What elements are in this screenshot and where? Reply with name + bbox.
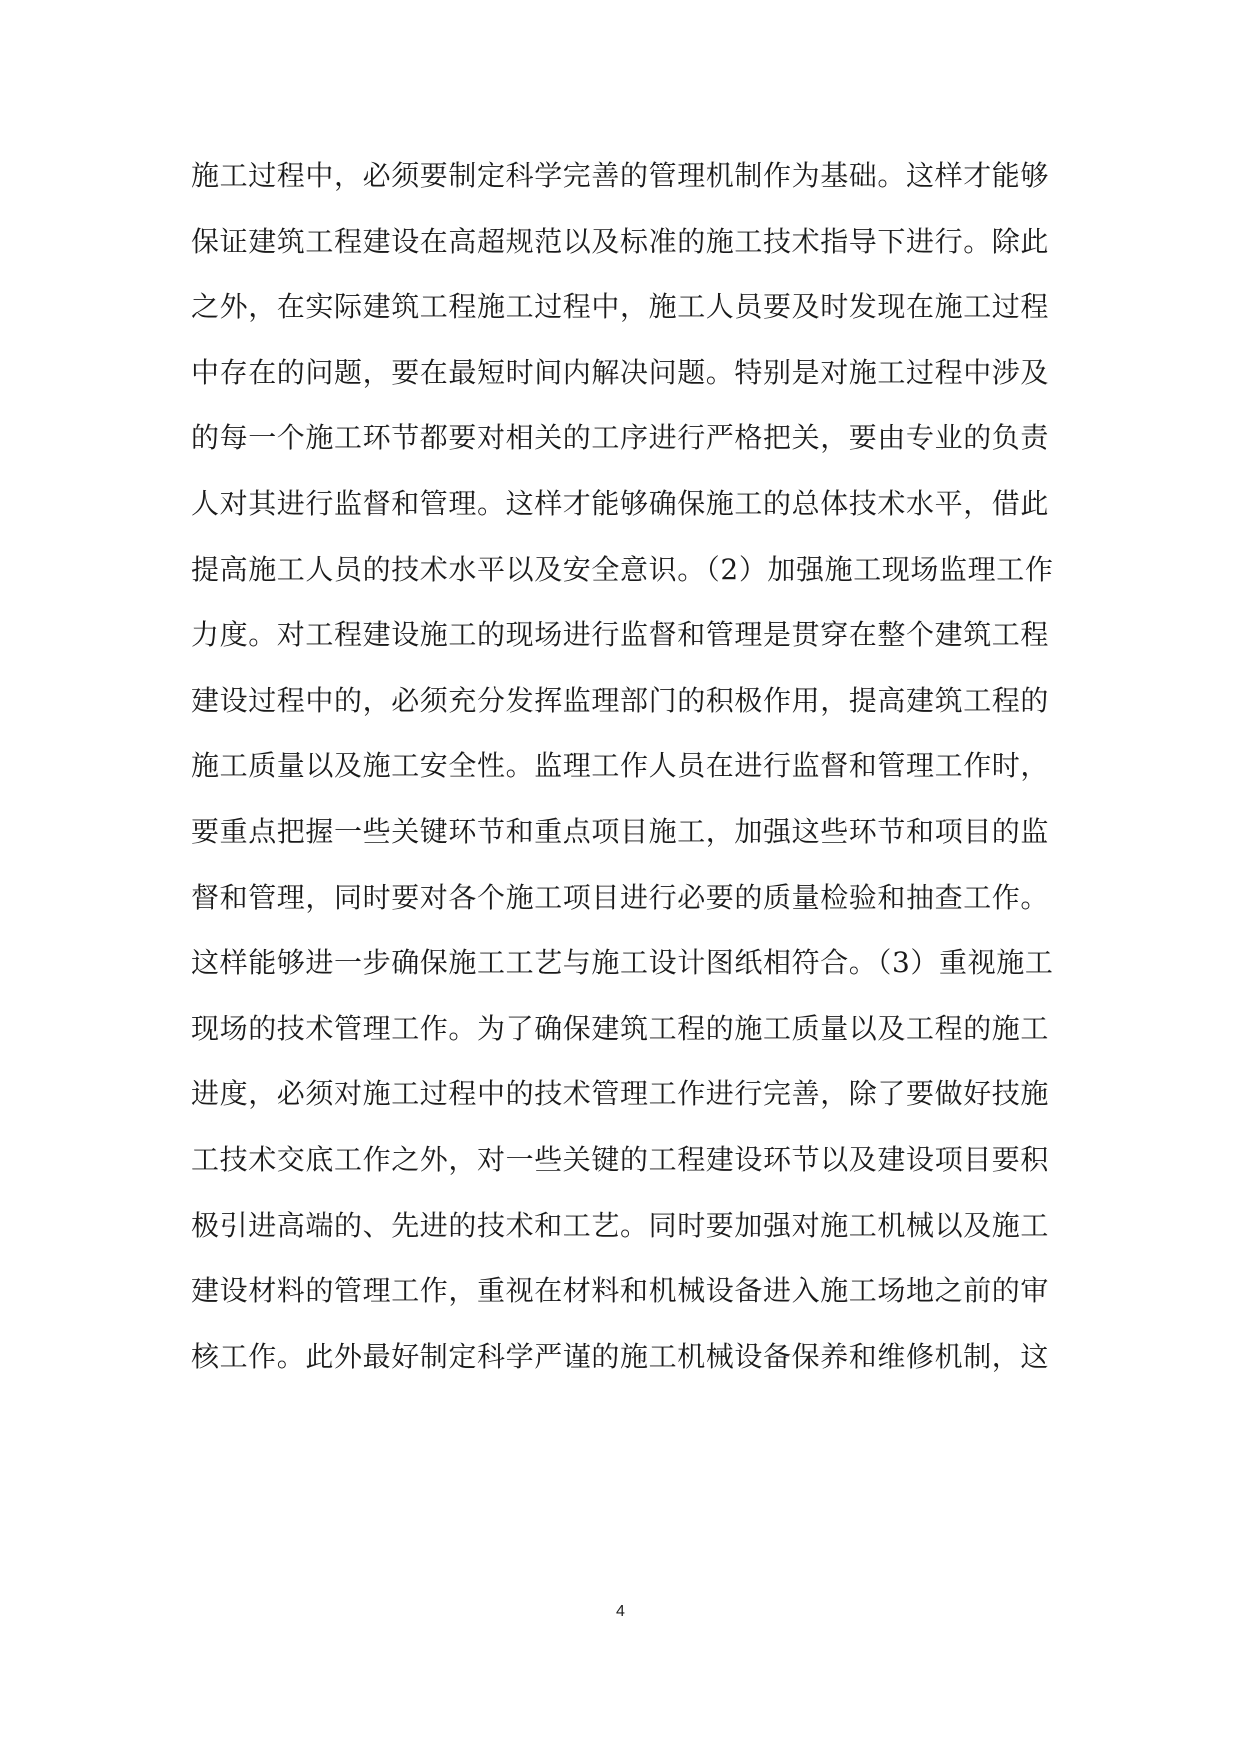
text-line: 中存在的问题，要在最短时间内解决问题。特别是对施工过程中涉及 [191,355,1050,389]
text-line: 要重点把握一些关键环节和重点项目施工，加强这些环节和项目的监 [191,814,1050,848]
text-line: 力度。对工程建设施工的现场进行监督和管理是贯穿在整个建筑工程 [191,618,1050,652]
text-line: 人对其进行监督和管理。这样才能够确保施工的总体技术水平，借此 [191,486,1050,520]
text-line: 进度，必须对施工过程中的技术管理工作进行完善，除了要做好技施 [191,1077,1050,1111]
text-line: 保证建筑工程建设在高超规范以及标准的施工技术指导下进行。除此 [191,224,1050,258]
text-line: 施工质量以及施工安全性。监理工作人员在进行监督和管理工作时， [191,749,1050,783]
text-line: 现场的技术管理工作。为了确保建筑工程的施工质量以及工程的施工 [191,1011,1050,1045]
text-line: 极引进高端的、先进的技术和工艺。同时要加强对施工机械以及施工 [191,1208,1050,1242]
page-number: 4 [616,1603,625,1620]
text-line: 工技术交底工作之外，对一些关键的工程建设环节以及建设项目要积 [191,1142,1050,1176]
text-line: 提高施工人员的技术水平以及安全意识。（2）加强施工现场监理工作 [191,552,1054,586]
text-line: 建设过程中的，必须充分发挥监理部门的积极作用，提高建筑工程的 [191,683,1050,717]
text-line: 之外，在实际建筑工程施工过程中，施工人员要及时发现在施工过程 [191,290,1050,324]
text-line: 建设材料的管理工作，重视在材料和机械设备进入施工场地之前的审 [191,1274,1050,1308]
text-line: 核工作。此外最好制定科学严谨的施工机械设备保养和维修机制，这 [191,1339,1050,1373]
body-text [191,143,1071,1389]
text-line: 督和管理，同时要对各个施工项目进行必要的质量检验和抽查工作。 [191,880,1050,914]
text-line: 这样能够进一步确保施工工艺与施工设计图纸相符合。（3）重视施工 [191,946,1054,980]
text-line: 的每一个施工环节都要对相关的工序进行严格把关，要由专业的负责 [191,421,1050,455]
text-line: 施工过程中，必须要制定科学完善的管理机制作为基础。这样才能够 [191,159,1050,192]
